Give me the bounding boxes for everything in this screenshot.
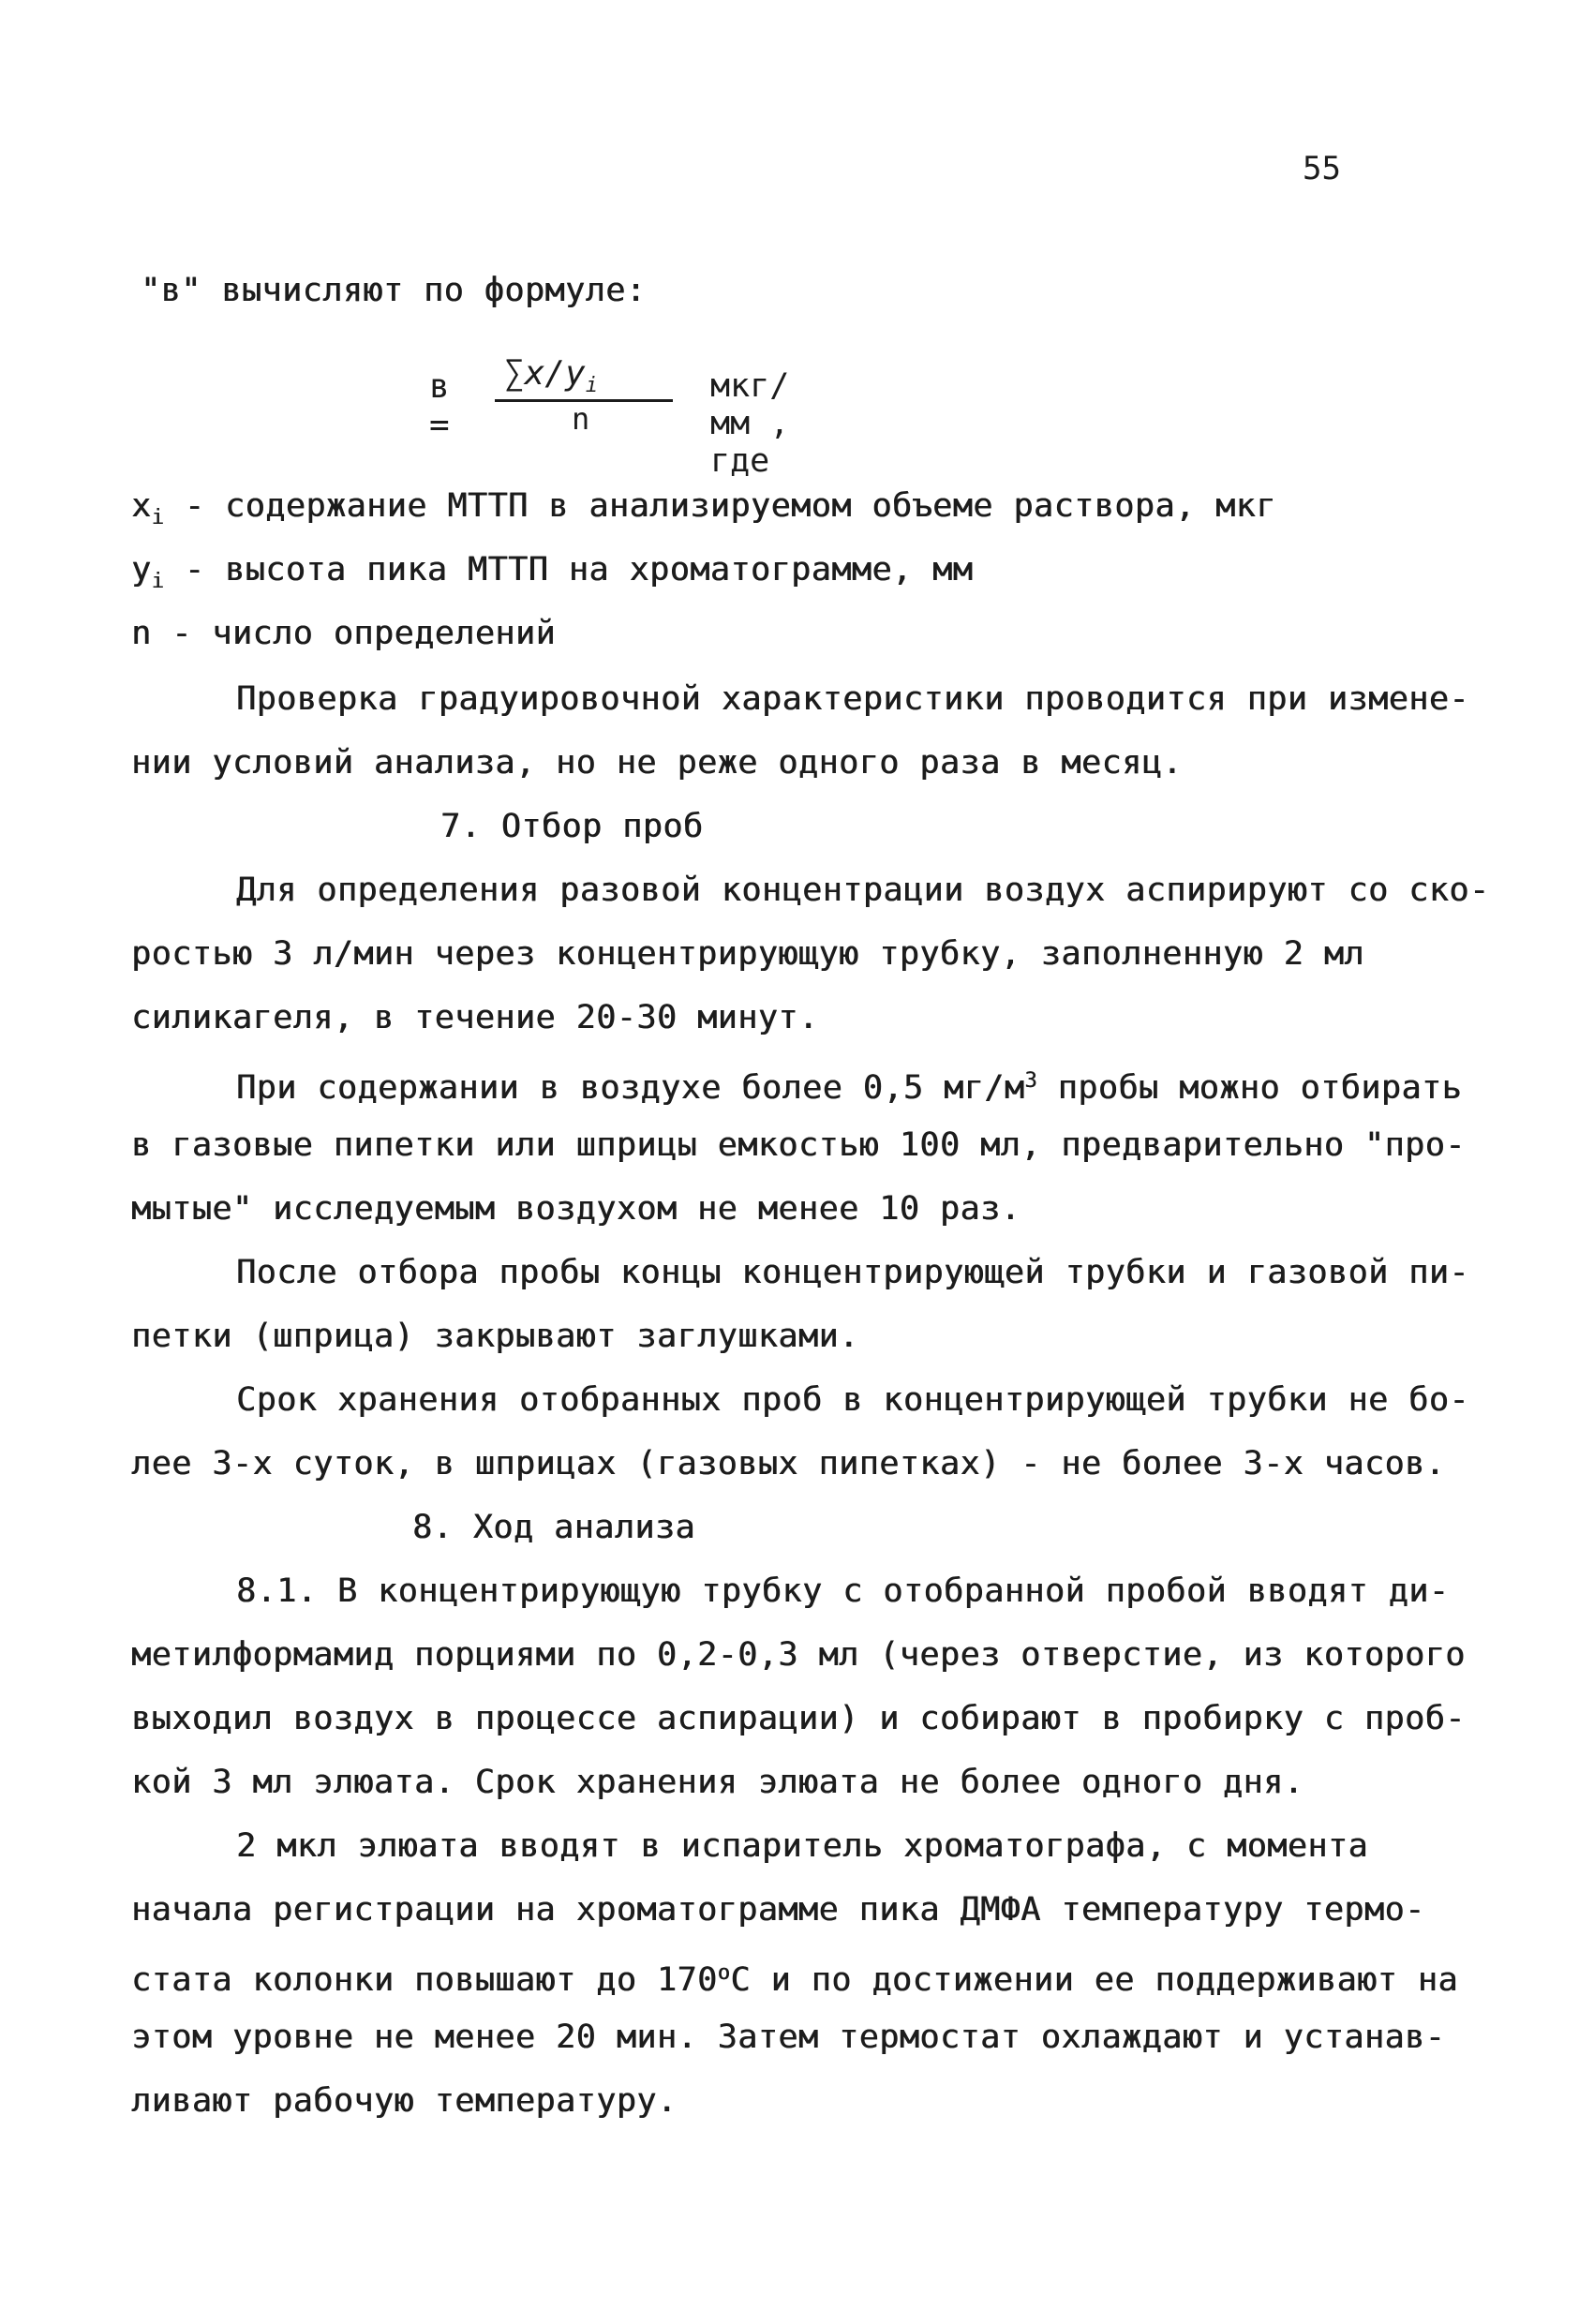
formula-numerator-index: i [585, 374, 598, 397]
paragraph-line: начала регистрации на хроматограмме пика ДМФА температуру термо- [131, 1891, 1425, 1929]
formula-denominator: n [572, 401, 590, 437]
paragraph-line: метилформамид порциями по 0,2-0,3 мл (через отверстие, из которого [131, 1636, 1466, 1674]
paragraph-line: Для определения разовой концентрации воздух аспирируют со ско- [236, 872, 1490, 909]
paragraph-line: ливают рабочую температуру. [131, 2082, 678, 2120]
formula-intro: "в" вычисляют по формуле: [141, 272, 647, 309]
paragraph-line: выходил воздух в процессе аспирации) и собирают в пробирку с проб- [131, 1700, 1466, 1737]
paragraph-line: 2 мкл элюата вводят в испаритель хроматографа, с момента [236, 1827, 1369, 1865]
paragraph-line: мытые" исследуемым воздухом не менее 10 раз. [131, 1190, 1021, 1228]
definition-n: n - число определений [131, 615, 557, 652]
paragraph-line: петки (шприца) закрывают заглушками. [131, 1318, 859, 1355]
paragraph-line: Срок хранения отобранных проб в концентрирующей трубки не бо- [236, 1381, 1469, 1419]
paragraph-line: стата колонки повышают до $170^оС$ и по достижении ее поддерживают на [131, 1961, 1458, 1999]
paragraph-line: этом уровне не менее 20 мин. Затем термостат охлаждают и устанав- [131, 2019, 1446, 2056]
paragraph-line: После отбора пробы концы концентрирующей трубки и газовой пи- [236, 1254, 1469, 1291]
paragraph-line: Проверка градуировочной характеристики проводится при измене- [236, 680, 1469, 718]
paragraph-line: лее 3-х суток, в шприцах (газовых пипетках) - не более 3-х часов. [131, 1445, 1446, 1482]
page-number: 55 [1303, 150, 1341, 187]
paragraph-line: кой 3 мл элюата. Срок хранения элюата не более одного дня. [131, 1764, 1304, 1801]
definition-x: $x_i$ - содержание МТТП в анализируемом объеме раствора, мкг [131, 487, 1276, 529]
paragraph-line: ростью 3 л/мин через концентрирующую трубку, заполненную 2 мл [131, 935, 1364, 973]
paragraph-line: силикагеля, в течение 20-30 минут. [131, 999, 819, 1036]
section-heading-7: 7. Отбор проб [440, 808, 704, 845]
paragraph-line: нии условий анализа, но не реже одного раза в месяц. [131, 744, 1183, 782]
formula-numerator: $\sum x/y_i$ [504, 354, 598, 397]
formula-units: мкг/мм , где [710, 367, 790, 480]
section-heading-8: 8. Ход анализа [412, 1509, 696, 1546]
paragraph-line: 8.1. В концентрирующую трубку с отобранной пробой вводят ди- [236, 1572, 1450, 1610]
definition-y: $y_i$ - высота пика МТТП на хроматограмме, мм [131, 551, 974, 593]
formula-lhs: в = [429, 367, 450, 444]
paragraph-line: При содержании в воздухе более 0,5 $мг/м^3$ пробы можно отбирать [236, 1069, 1463, 1107]
paragraph-line: в газовые пипетки или шприцы емкостью 100 мл, предварительно "про- [131, 1126, 1466, 1164]
